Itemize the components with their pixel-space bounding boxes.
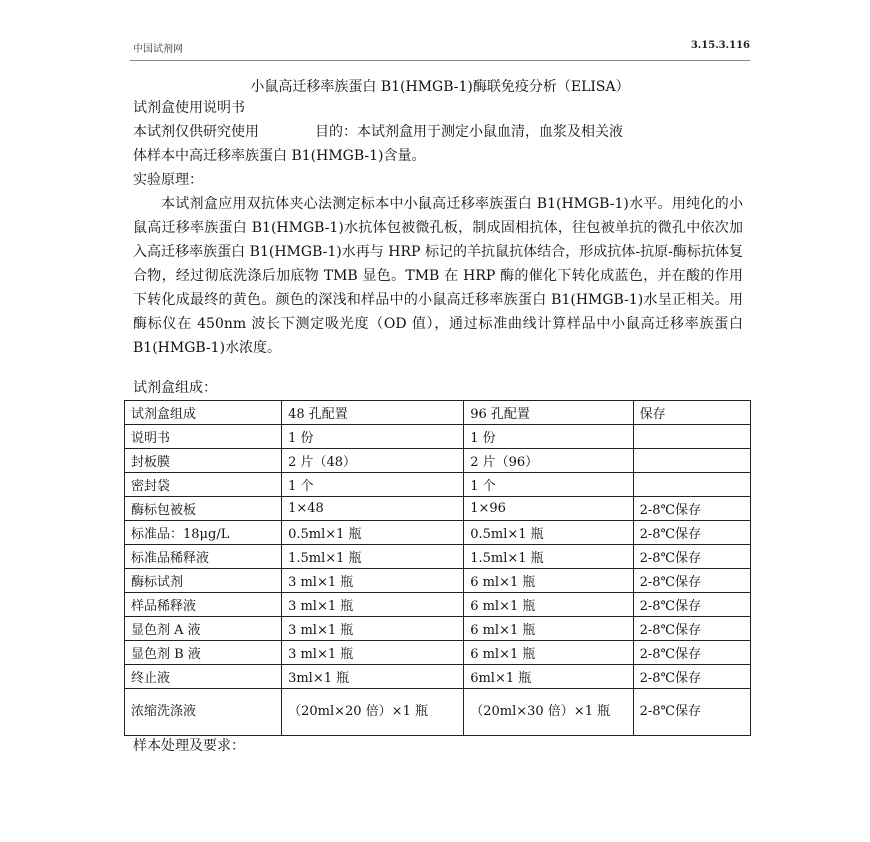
table-cell: 终止液 — [125, 665, 282, 689]
header-doc-code: 3.15.3.116 — [690, 40, 750, 51]
table-cell: 6 ml×1 瓶 — [464, 569, 633, 593]
composition-heading: 试剂盒组成： — [133, 380, 217, 396]
sample-heading: 样本处理及要求： — [133, 738, 245, 754]
table-row — [125, 569, 751, 593]
table-cell: 1 个 — [282, 473, 464, 497]
table-row — [125, 617, 751, 641]
table-cell: 说明书 — [125, 425, 282, 449]
table-cell: 2 片（48） — [282, 449, 464, 473]
table-cell: 密封袋 — [125, 473, 282, 497]
table-cell: 3 ml×1 瓶 — [282, 641, 464, 665]
table-cell: 6 ml×1 瓶 — [464, 641, 633, 665]
table-cell: 1 个 — [464, 473, 633, 497]
kit-composition-table — [124, 400, 751, 736]
table-cell: 酶标包被板 — [125, 497, 282, 521]
document-title: 小鼠高迁移率族蛋白 B1(HMGB-1)酶联免疫分析（ELISA） — [250, 79, 630, 95]
purpose-line-1: 本试剂仅供研究使用 目的：本试剂盒用于测定小鼠血清，血浆及相关液 — [133, 124, 623, 140]
table-cell: 标准品：18μg/L — [125, 521, 282, 545]
table-header-cell: 48 孔配置 — [282, 401, 464, 425]
table-cell: 1×96 — [464, 497, 633, 521]
table-row — [125, 545, 751, 569]
principle-heading: 实验原理： — [133, 172, 203, 188]
table-row — [125, 689, 751, 736]
principle-paragraph: 本试剂盒应用双抗体夹心法测定标本中小鼠高迁移率族蛋白 B1(HMGB-1)水平。用纯化的小鼠高迁移率族蛋白 B1(HMGB-1)水抗体包被微孔板，制成固相抗体，往包被单抗的微孔中依次加入高迁移率族蛋白 B1(HMGB-1)水再与 HRP 标记的羊抗鼠抗体结合，形成抗体-抗原-酶标抗体复合物，经过彻底洗涤后加底物 TMB 显色。TMB 在 HRP 酶的催化下转化成蓝色，并在酸的作用下转化成最终的黄色。颜色的深浅和样品中的小鼠高迁移率族蛋白 B1(HMGB-1)水呈正相关。用酶标仪在 450nm 波长下测定吸光度（OD 值），通过标准曲线计算样品中小鼠高迁移率族蛋白 B1(HMGB-1)水浓度。 — [133, 196, 743, 356]
table-cell: 2-8℃保存 — [633, 497, 750, 521]
table-header-cell: 试剂盒组成 — [125, 401, 282, 425]
table-cell: 显色剂 A 液 — [125, 617, 282, 641]
table-cell: 1 份 — [282, 425, 464, 449]
table-cell: 2-8℃保存 — [633, 593, 750, 617]
header-site-name: 中国试剂网 — [133, 44, 183, 55]
table-row — [125, 425, 751, 449]
table-cell: 6 ml×1 瓶 — [464, 593, 633, 617]
table-cell: 6 ml×1 瓶 — [464, 617, 633, 641]
table-row — [125, 665, 751, 689]
table-cell: 0.5ml×1 瓶 — [282, 521, 464, 545]
table-row — [125, 449, 751, 473]
table-cell: 1 份 — [464, 425, 633, 449]
table-cell: 3 ml×1 瓶 — [282, 593, 464, 617]
table-row — [125, 521, 751, 545]
table-cell — [633, 425, 750, 449]
table-cell: 2-8℃保存 — [633, 569, 750, 593]
table-cell: 2 片（96） — [464, 449, 633, 473]
table-cell: 1×48 — [282, 497, 464, 521]
table-cell: 酶标试剂 — [125, 569, 282, 593]
table-cell: 显色剂 B 液 — [125, 641, 282, 665]
table-cell: 2-8℃保存 — [633, 665, 750, 689]
table-cell: 2-8℃保存 — [633, 617, 750, 641]
table-header-cell: 96 孔配置 — [464, 401, 633, 425]
table-cell: 2-8℃保存 — [633, 521, 750, 545]
table-cell: 2-8℃保存 — [633, 641, 750, 665]
table-cell: 1.5ml×1 瓶 — [464, 545, 633, 569]
table-header-row — [125, 401, 751, 425]
table-cell: （20ml×30 倍）×1 瓶 — [464, 689, 633, 736]
table-header-cell: 保存 — [633, 401, 750, 425]
header-divider — [130, 60, 750, 61]
table-cell: 标准品稀释液 — [125, 545, 282, 569]
table-row — [125, 593, 751, 617]
table-cell: 3 ml×1 瓶 — [282, 569, 464, 593]
table-row — [125, 641, 751, 665]
table-cell: 3 ml×1 瓶 — [282, 617, 464, 641]
table-cell — [633, 449, 750, 473]
table-row — [125, 497, 751, 521]
table-cell: 1.5ml×1 瓶 — [282, 545, 464, 569]
purpose-line-2: 体样本中高迁移率族蛋白 B1(HMGB-1)含量。 — [133, 148, 426, 164]
document-subtitle: 试剂盒使用说明书 — [133, 100, 245, 116]
table-cell: 样品稀释液 — [125, 593, 282, 617]
table-row — [125, 473, 751, 497]
table-cell: 6ml×1 瓶 — [464, 665, 633, 689]
table-cell: 封板膜 — [125, 449, 282, 473]
table-cell: 2-8℃保存 — [633, 545, 750, 569]
table-cell: 浓缩洗涤液 — [125, 689, 282, 736]
table-cell — [633, 473, 750, 497]
table-cell: 2-8℃保存 — [633, 689, 750, 736]
table-cell: 0.5ml×1 瓶 — [464, 521, 633, 545]
table-cell: （20ml×20 倍）×1 瓶 — [282, 689, 464, 736]
table-cell: 3ml×1 瓶 — [282, 665, 464, 689]
